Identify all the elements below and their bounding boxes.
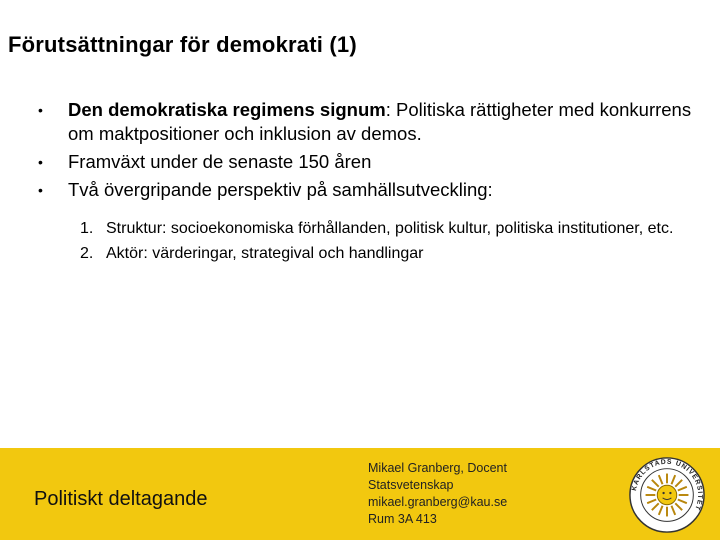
bullet-text: : Politiska rättigheter med konkurrens om maktpositioner och inklusion av demos. <box>68 99 692 144</box>
bullet-text: Två övergripande perspektiv på samhällsutveckling: <box>68 179 493 200</box>
numbered-item <box>80 218 680 239</box>
item-number: 2. <box>80 245 94 262</box>
contact-line: mikael.granberg@kau.se <box>368 495 508 509</box>
bullet-item <box>38 178 708 202</box>
bullet-item <box>38 150 708 174</box>
contact-info <box>368 460 507 528</box>
numbered-list <box>80 218 680 268</box>
contact-line: Statsvetenskap <box>368 478 454 492</box>
footer-title: Politiskt deltagande <box>34 488 208 510</box>
bullet-list <box>38 98 708 206</box>
item-number: 1. <box>80 220 94 237</box>
numbered-item <box>80 243 680 264</box>
contact-line: Mikael Granberg, Docent <box>368 461 507 475</box>
bullet-icon: • <box>38 154 43 170</box>
bullet-icon: • <box>38 102 43 118</box>
bullet-text: Framväxt under de senaste 150 åren <box>68 151 372 172</box>
footer-bar <box>0 448 720 540</box>
slide-title: Förutsättningar för demokrati (1) <box>8 32 357 57</box>
bullet-bold: Den demokratiska regimens signum <box>68 99 386 120</box>
contact-line: Rum 3A 413 <box>368 512 437 526</box>
bullet-item <box>38 98 708 146</box>
logo-text: KARLSTADS UNIVERSITET <box>631 458 704 512</box>
item-text: Struktur: socioekonomiska förhållanden, politisk kultur, politiska institutioner, etc. <box>106 220 674 237</box>
university-logo <box>628 456 706 534</box>
bullet-icon: • <box>38 182 43 198</box>
item-text: Aktör: värderingar, strategival och handlingar <box>106 245 424 262</box>
